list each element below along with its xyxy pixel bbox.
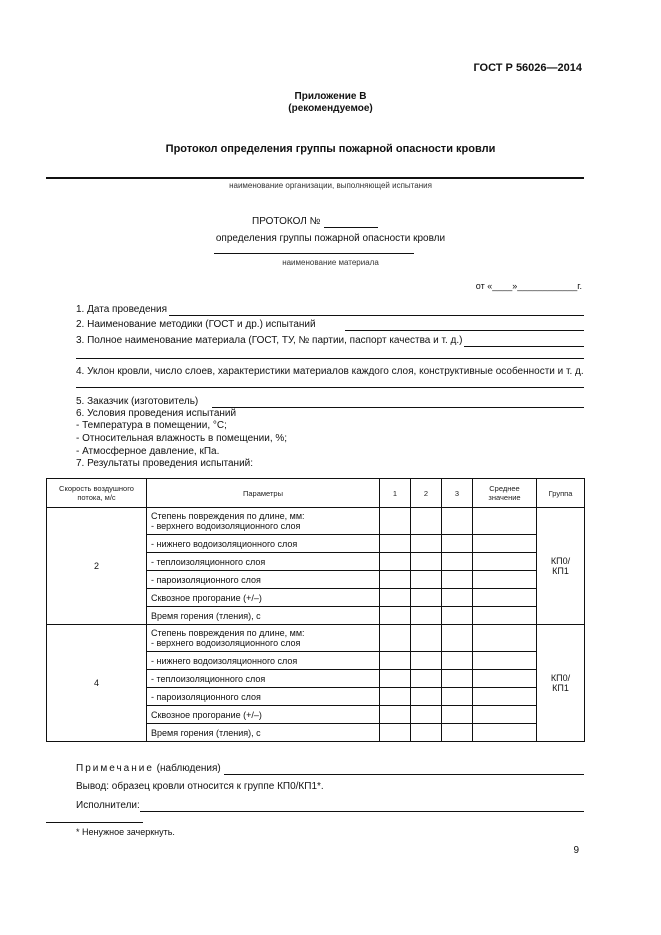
value-cell [380, 508, 411, 535]
value-cell [442, 688, 473, 706]
value-cell [411, 688, 442, 706]
value-cell [380, 571, 411, 589]
item-conditions: 6. Условия проведения испытаний [76, 408, 237, 419]
value-cell [473, 670, 537, 688]
value-cell [442, 607, 473, 625]
param-insulation-layer: - теплоизоляционного слоя [147, 670, 380, 688]
appendix-subtitle: (рекомендуемое) [288, 103, 373, 114]
value-cell [411, 535, 442, 553]
value-cell [442, 724, 473, 742]
conclusion: Вывод: образец кровли относится к группе КП0/КП1*. [76, 781, 324, 792]
value-cell [411, 553, 442, 571]
value-cell [380, 670, 411, 688]
value-cell [411, 706, 442, 724]
param-insulation-layer: - теплоизоляционного слоя [147, 553, 380, 571]
group-line-2: КП1 [552, 683, 569, 693]
value-cell [380, 625, 411, 652]
header-params: Параметры [147, 479, 380, 508]
group-line-1: КП0/ [550, 673, 571, 683]
value-cell [411, 589, 442, 607]
value-cell [442, 670, 473, 688]
value-cell [380, 724, 411, 742]
material-caption: наименование материала [282, 258, 379, 267]
table-header-row [47, 479, 585, 508]
param-damage-label: Степень повреждения по длине, мм: [151, 511, 305, 521]
param-lower-layer: - нижнего водоизоляционного слоя [147, 652, 380, 670]
header-trial-2: 2 [411, 479, 442, 508]
item-temperature: - Температура в помещении, °С; [76, 420, 227, 431]
param-lower-layer: - нижнего водоизоляционного слоя [147, 535, 380, 553]
item-date-line [169, 315, 584, 316]
item-material: 3. Полное наименование материала (ГОСТ, ТУ, № партии, паспорт качества и т. д.) [76, 335, 463, 346]
appendix-title: Приложение В [294, 91, 367, 102]
item-roof-line [76, 387, 584, 388]
param-vapor-layer: - пароизоляционного слоя [147, 688, 380, 706]
group-line-1: КП0/ [550, 556, 571, 566]
header-average: Среднее значение [473, 479, 537, 508]
value-cell [411, 724, 442, 742]
param-burn-through: Сквозное прогорание (+/–) [147, 589, 380, 607]
item-method: 2. Наименование методики (ГОСТ и др.) испытаний [76, 319, 316, 330]
material-line [214, 253, 414, 254]
value-cell [380, 688, 411, 706]
value-cell [442, 535, 473, 553]
value-cell [442, 571, 473, 589]
value-cell [442, 508, 473, 535]
value-cell [442, 589, 473, 607]
speed-cell: 4 [47, 625, 147, 742]
param-vapor-layer: - пароизоляционного слоя [147, 571, 380, 589]
param-cell [147, 625, 380, 652]
param-burn-time: Время горения (тления), с [147, 724, 380, 742]
value-cell [380, 553, 411, 571]
value-cell [442, 652, 473, 670]
value-cell [473, 607, 537, 625]
header-speed: Скорость воздушного потока, м/с [47, 479, 147, 508]
standard-number: ГОСТ Р 56026—2014 [473, 62, 582, 74]
item-date: 1. Дата проведения [76, 304, 168, 315]
value-cell [380, 706, 411, 724]
note-underline [224, 774, 584, 775]
value-cell [473, 706, 537, 724]
group-line-2: КП1 [552, 566, 569, 576]
value-cell [473, 688, 537, 706]
note-text: (наблюдения) [156, 763, 221, 774]
results-table [46, 478, 585, 742]
value-cell [380, 652, 411, 670]
value-cell [442, 625, 473, 652]
executors-label: Исполнители: [76, 800, 140, 811]
protocol-number-label: ПРОТОКОЛ № [252, 216, 321, 227]
param-burn-through: Сквозное прогорание (+/–) [147, 706, 380, 724]
main-title: Протокол определения группы пожарной опасности кровли [165, 143, 496, 155]
value-cell [473, 571, 537, 589]
page-number: 9 [573, 845, 579, 856]
group-cell [537, 508, 585, 625]
footnote-separator [46, 822, 143, 823]
value-cell [411, 571, 442, 589]
table-row [47, 508, 585, 535]
value-cell [473, 508, 537, 535]
item-material-line-2 [76, 358, 584, 359]
header-trial-1: 1 [380, 479, 411, 508]
item-roof: 4. Уклон кровли, число слоев, характеристики материалов каждого слоя, конструктивные особенности и т. д. [76, 366, 584, 377]
speed-cell: 2 [47, 508, 147, 625]
item-pressure: - Атмосферное давление, кПа. [76, 446, 220, 457]
item-customer: 5. Заказчик (изготовитель) [76, 396, 199, 407]
org-caption: наименование организации, выполняющей испытания [229, 181, 432, 190]
value-cell [473, 535, 537, 553]
table-row [47, 625, 585, 652]
group-cell [537, 625, 585, 742]
value-cell [411, 607, 442, 625]
protocol-subtitle: определения группы пожарной опасности кровли [215, 233, 446, 244]
org-line [46, 177, 584, 179]
value-cell [473, 553, 537, 571]
param-upper-layer: - верхнего водоизоляционного слоя [151, 638, 301, 648]
item-humidity: - Относительная влажность в помещении, %; [76, 433, 288, 444]
note-line [76, 763, 221, 774]
value-cell [380, 607, 411, 625]
value-cell [411, 508, 442, 535]
value-cell [473, 589, 537, 607]
value-cell [411, 670, 442, 688]
param-upper-layer: - верхнего водоизоляционного слоя [151, 521, 301, 531]
item-customer-line [212, 407, 584, 408]
note-label: Примечание [76, 763, 154, 774]
param-cell [147, 508, 380, 535]
value-cell [473, 724, 537, 742]
value-cell [411, 625, 442, 652]
item-material-line [464, 346, 584, 347]
protocol-date: от «____»____________г. [475, 281, 582, 291]
header-group: Группа [537, 479, 585, 508]
item-method-line [345, 330, 584, 331]
value-cell [442, 553, 473, 571]
value-cell [411, 652, 442, 670]
footnote: * Ненужное зачеркнуть. [76, 827, 175, 837]
value-cell [380, 589, 411, 607]
protocol-number-line [324, 227, 378, 228]
value-cell [380, 535, 411, 553]
param-burn-time: Время горения (тления), с [147, 607, 380, 625]
header-trial-3: 3 [442, 479, 473, 508]
value-cell [473, 625, 537, 652]
item-results: 7. Результаты проведения испытаний: [76, 458, 254, 469]
executors-line [140, 811, 584, 812]
value-cell [442, 706, 473, 724]
value-cell [473, 652, 537, 670]
param-damage-label: Степень повреждения по длине, мм: [151, 628, 305, 638]
